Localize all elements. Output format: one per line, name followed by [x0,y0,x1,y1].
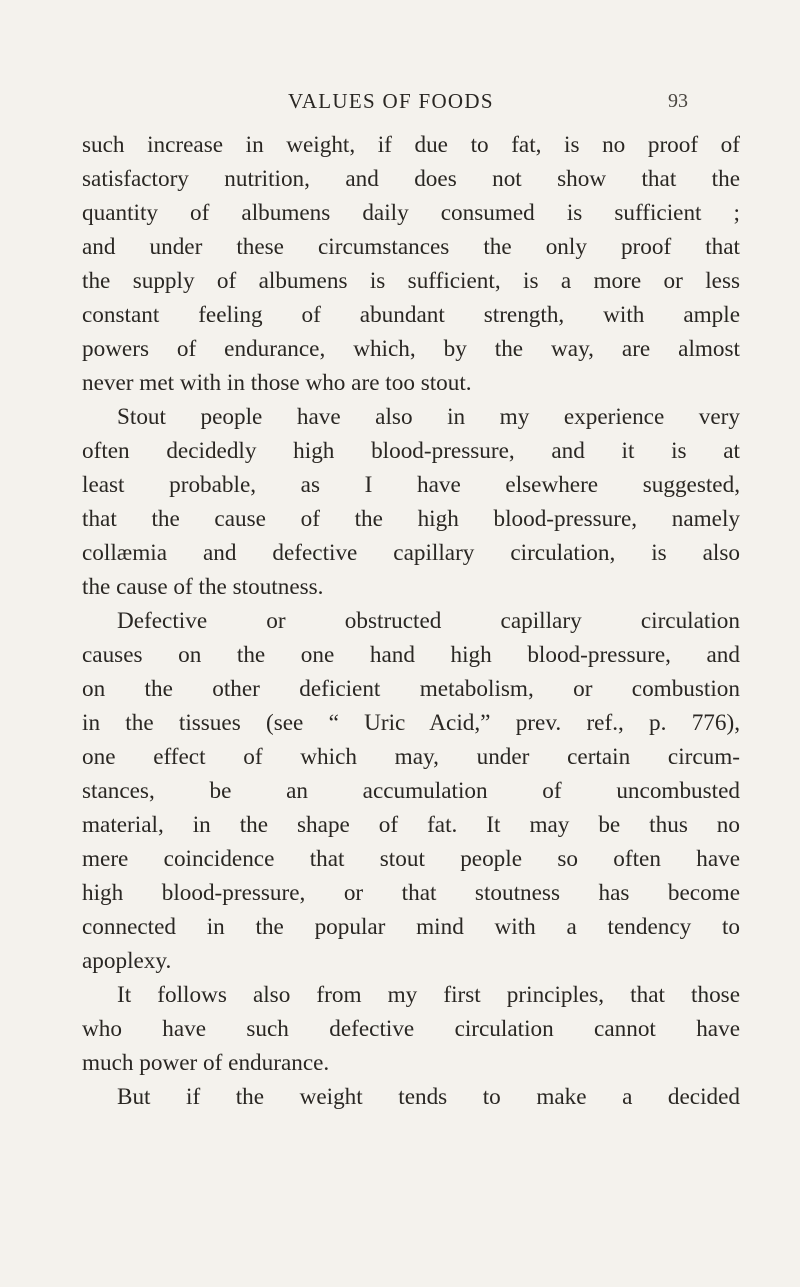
body-text [82,128,740,1114]
text-line: It follows also from my first principles, that those [117,982,740,1008]
text-line: material, in the shape of fat. It may be thus no [82,812,740,838]
text-line: often decidedly high blood-pressure, and it is at [82,438,740,464]
text-line: stances, be an accumulation of uncombusted [82,778,740,804]
text-line: mere coincidence that stout people so often have [82,846,740,872]
text-line: and under these circumstances the only proof that [82,234,740,260]
text-line: Defective or obstructed capillary circulation [117,608,740,634]
text-line: powers of endurance, which, by the way, are almost [82,336,740,362]
text-line: the supply of albumens is sufficient, is a more or less [82,268,740,294]
text-line: quantity of albumens daily consumed is sufficient ; [82,200,740,226]
text-line: apoplexy. [82,948,172,974]
text-line: least probable, as I have elsewhere suggested, [82,472,740,498]
text-line: on the other deficient metabolism, or combustion [82,676,740,702]
text-line: Stout people have also in my experience very [117,404,740,430]
text-line: high blood-pressure, or that stoutness has become [82,880,740,906]
text-line: much power of endurance. [82,1050,330,1076]
text-line: constant feeling of abundant strength, with ample [82,302,740,328]
text-line: collæmia and defective capillary circulation, is also [82,540,740,566]
text-line: causes on the one hand high blood-pressure, and [82,642,740,668]
text-line: never met with in those who are too stout. [82,370,472,396]
text-line: satisfactory nutrition, and does not show that the [82,166,740,192]
page-number: 93 [668,90,688,112]
running-head [0,86,800,116]
text-line: who have such defective circulation cannot have [82,1016,740,1042]
text-line: in the tissues (see “ Uric Acid,” prev. ref., p. 776), [82,710,740,736]
text-line: the cause of the stoutness. [82,574,324,600]
running-title: VALUES OF FOODS [288,89,494,113]
text-line: But if the weight tends to make a decided [117,1084,740,1110]
text-line: such increase in weight, if due to fat, is no proof of [82,132,740,158]
text-line: that the cause of the high blood-pressure, namely [82,506,740,532]
text-line: connected in the popular mind with a tendency to [82,914,740,940]
text-line: one effect of which may, under certain circum- [82,744,740,770]
